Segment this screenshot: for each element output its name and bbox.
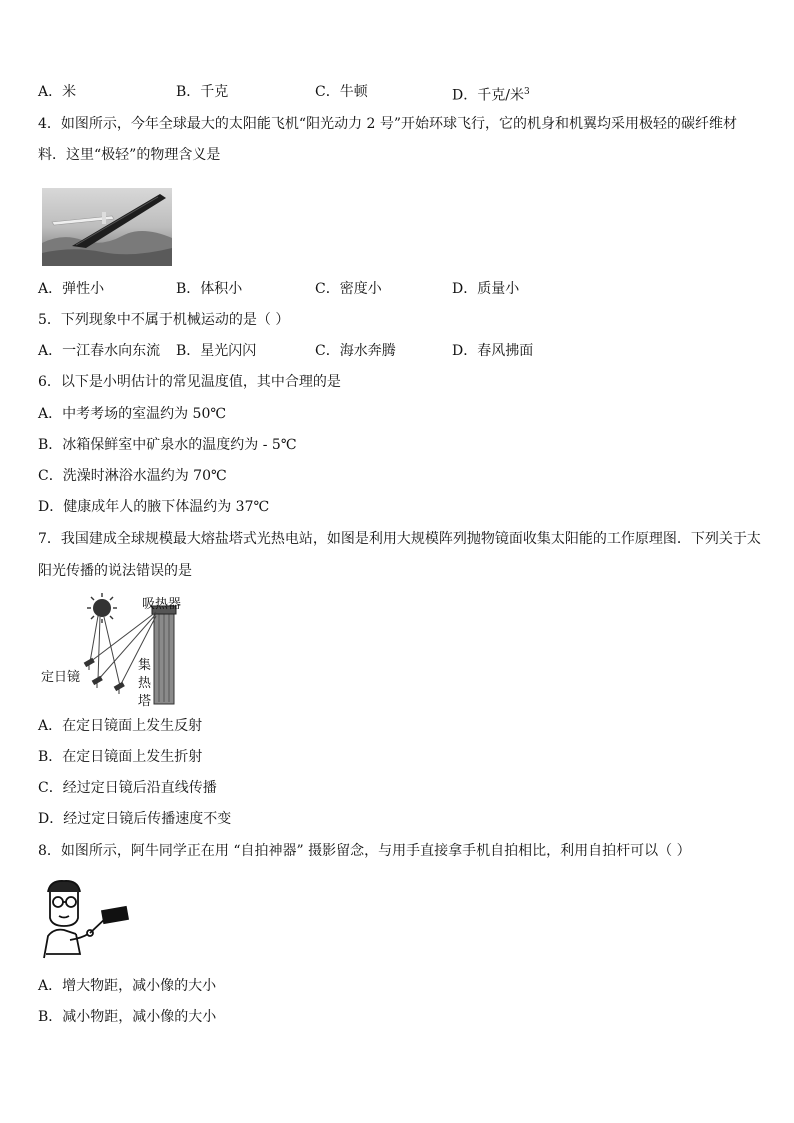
q7-stem-line-2: 阳光传播的说法错误的是 — [38, 563, 192, 579]
q7-option-c: C．经过定日镜后沿直线传播 — [38, 780, 217, 796]
tower-label-3: 塔 — [138, 694, 152, 709]
tower-label-2: 热 — [138, 676, 152, 691]
selfie-stick-image — [40, 878, 132, 960]
q6-option-a: A．中考考场的室温约为 50℃ — [38, 406, 227, 422]
q4-option-d: D．质量小 — [452, 281, 520, 297]
q3-options — [38, 82, 758, 102]
tower-label-1: 集 — [138, 658, 152, 673]
q3-option-d-superscript: 3 — [523, 87, 530, 97]
q5-options — [38, 341, 758, 361]
q4-options — [38, 279, 758, 299]
q4-option-a: A．弹性小 — [38, 281, 105, 297]
solar-plane-image — [42, 188, 172, 266]
q6-stem: 6．以下是小明估计的常见温度值，其中合理的是 — [38, 374, 341, 390]
q4-stem-line-2: 料．这里“极轻”的物理含义是 — [38, 147, 221, 163]
q6-option-b: B．冰箱保鲜室中矿泉水的温度约为 - 5℃ — [38, 437, 297, 453]
q3-option-d-text: D．千克/米 — [452, 87, 524, 104]
solar-tower-diagram — [38, 590, 208, 710]
q7-stem-line-1: 7．我国建成全球规模最大熔盐塔式光热电站，如图是利用大规模阵列抛物镜面收集太阳能的工作原理图．下列关于太 — [38, 531, 761, 547]
q3-option-b: B．千克 — [176, 84, 229, 100]
q5-option-c: C．海水奔腾 — [315, 343, 396, 359]
q3-option-d — [452, 82, 530, 106]
q3-option-c: C．牛顿 — [315, 84, 368, 100]
solar-plane-figure — [42, 188, 172, 266]
q5-option-d: D．春风拂面 — [452, 343, 534, 359]
q7-option-b: B．在定日镜面上发生折射 — [38, 749, 203, 765]
q6-option-d: D．健康成年人的腋下体温约为 37℃ — [38, 499, 270, 515]
q8-option-a: A．增大物距，减小像的大小 — [38, 978, 217, 994]
solar-tower-figure — [38, 590, 208, 710]
q7-option-d: D．经过定日镜后传播速度不变 — [38, 811, 232, 827]
q4-option-b: B．体积小 — [176, 281, 243, 297]
q8-option-b: B．减小物距，减小像的大小 — [38, 1009, 217, 1025]
q4-stem-line-1: 4．如图所示，今年全球最大的太阳能飞机“阳光动力 2 号”开始环球飞行，它的机身和机翼均采用极轻的碳纤维材 — [38, 116, 738, 132]
q5-stem: 5．下列现象中不属于机械运动的是（ ） — [38, 312, 290, 328]
q6-option-c: C．洗澡时淋浴水温约为 70℃ — [38, 468, 227, 484]
q8-stem: 8．如图所示，阿牛同学正在用 “自拍神器” 摄影留念，与用手直接拿手机自拍相比，利用自拍杆可以（ ） — [38, 843, 691, 859]
q3-option-a: A．米 — [38, 84, 77, 100]
q5-option-b: B．星光闪闪 — [176, 343, 257, 359]
mirror-label: 定日镜 — [41, 670, 81, 685]
q7-option-a: A．在定日镜面上发生反射 — [38, 718, 203, 734]
q5-option-a: A．一江春水向东流 — [38, 343, 161, 359]
q4-option-c: C．密度小 — [315, 281, 382, 297]
absorber-label: 吸热器 — [142, 597, 182, 612]
selfie-stick-figure — [40, 878, 132, 960]
